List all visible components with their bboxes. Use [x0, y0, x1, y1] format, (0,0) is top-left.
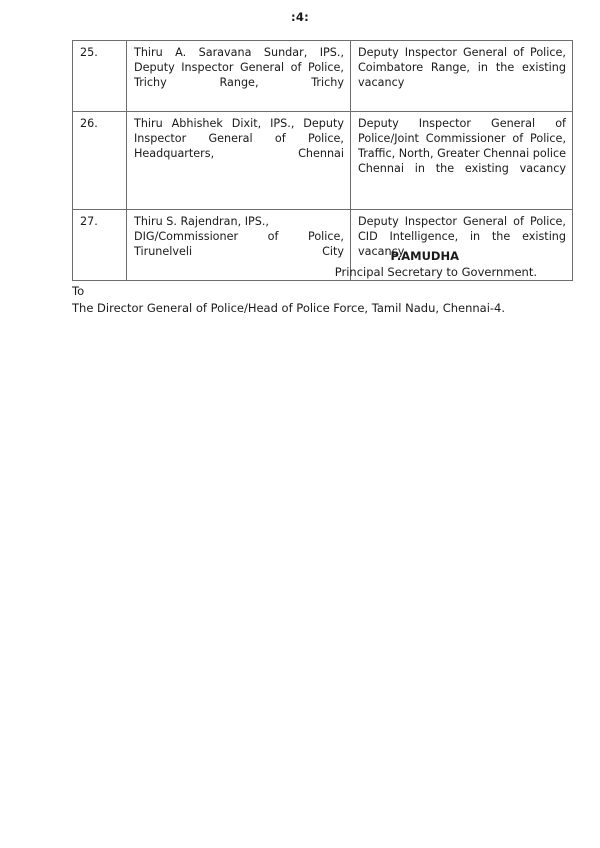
table-row: [73, 41, 573, 112]
table-cell-serial-number: [73, 111, 127, 209]
table-cell-serial-number: [73, 41, 127, 112]
table-cell-officer-name: [127, 111, 351, 209]
signatory-designation: Principal Secretary to Government.: [334, 265, 537, 279]
posting-value: Deputy Inspector General of Police, Coimbatore Range, in the existing vacancy: [358, 46, 566, 90]
officer-name-line-1: Thiru S. Rajendran, IPS.,: [134, 214, 269, 228]
addressee-block: [72, 283, 552, 317]
table-cell-officer-name: [127, 41, 351, 112]
posting-orders-table: [72, 40, 573, 281]
page-number-header: :4:: [290, 10, 310, 24]
table-cell-posting: [351, 111, 573, 209]
table-row: [73, 111, 573, 209]
signature-block: [72, 248, 537, 280]
officer-name-value: Thiru Abhishek Dixit, IPS., Deputy Inspector General of Police, Headquarters, Chennai: [134, 116, 344, 161]
serial-number-value: 27.: [80, 214, 98, 228]
serial-number-value: 25.: [80, 46, 98, 59]
posting-value: Deputy Inspector General of Police, CID Intelligence, in the existing vacancy.: [358, 214, 566, 259]
officer-name-value: DIG/Commissioner of Police, Tirunelveli City: [134, 230, 344, 259]
posting-value: Deputy Inspector General of Police/Joint Commissioner of Police, Traffic, North, Greater Chennai police Chennai in the existing vacancy: [358, 116, 566, 176]
officer-name-value: Thiru A. Saravana Sundar, IPS., Deputy Inspector General of Police, Trichy Range, Trichy: [134, 46, 344, 90]
addressee-recipient: The Director General of Police/Head of Police Force, Tamil Nadu, Chennai-4.: [72, 301, 506, 315]
signatory-name: P.AMUDHA: [390, 249, 459, 263]
addressee-label: To: [72, 284, 85, 298]
serial-number-value: 26.: [80, 116, 98, 130]
table-cell-posting: [351, 41, 573, 112]
